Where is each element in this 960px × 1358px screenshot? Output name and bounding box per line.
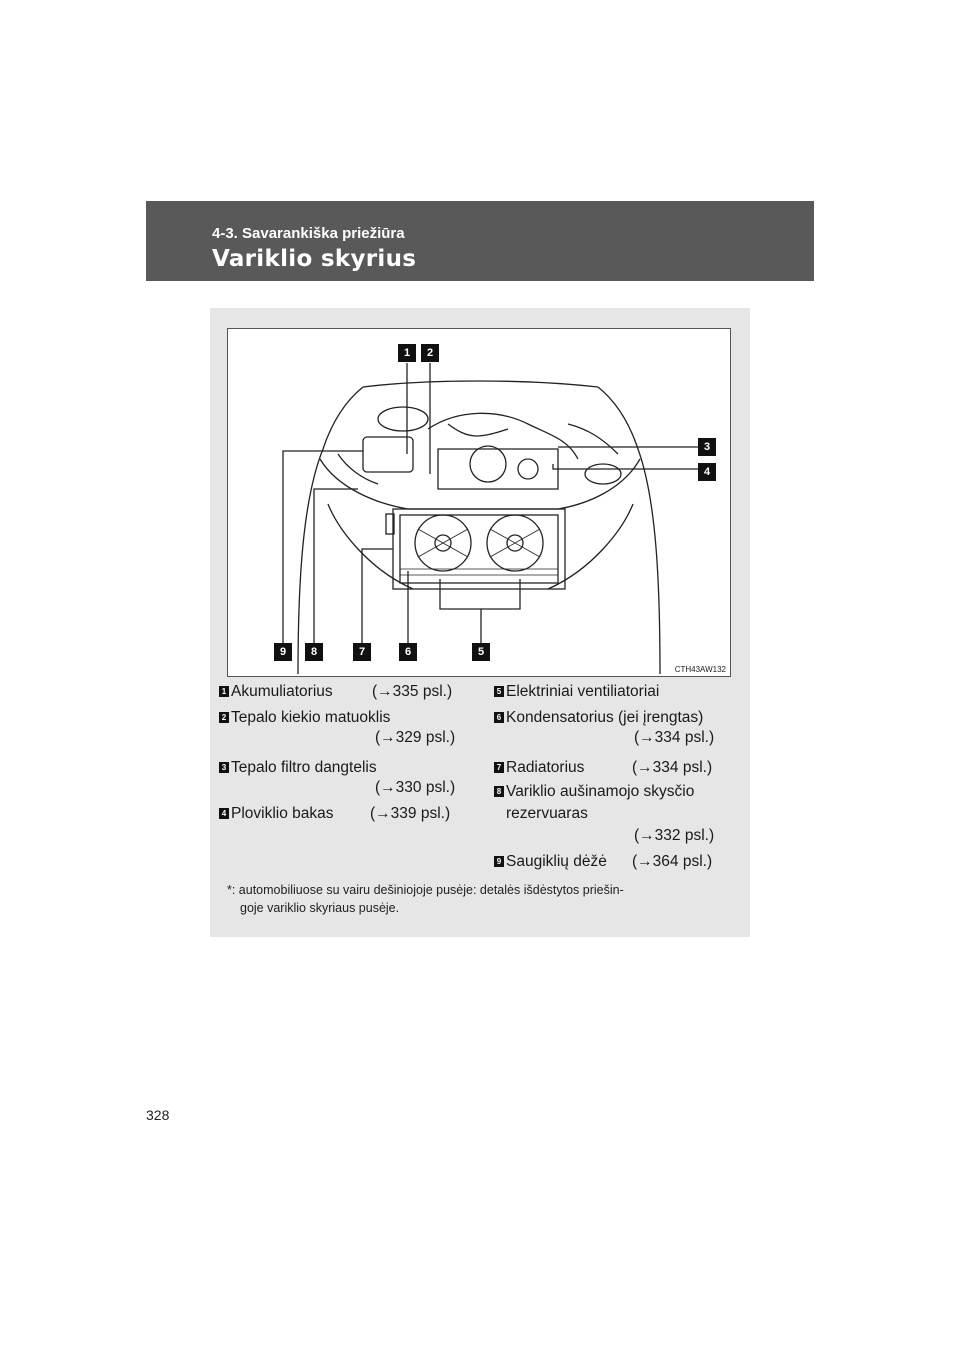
item-number-badge: 8 [494,786,504,797]
item-label-continued: rezervuaras [506,805,588,822]
item-page-ref: (→334 psl.) [632,759,713,776]
item-page-ref: (→332 psl.) [634,827,715,844]
list-item [496,757,585,778]
section-header [146,201,814,281]
engine-drawing [228,329,730,676]
item-number-badge: 4 [219,808,229,819]
list-item [496,681,660,702]
list-item [221,681,333,702]
item-page-ref: (→330 psl.) [375,779,456,796]
callout-1: 1 [398,344,416,362]
item-label: Variklio aušinamojo skysčio [506,783,695,800]
item-number-badge: 7 [494,762,504,773]
list-item [496,851,607,872]
item-number-badge: 5 [494,686,504,697]
item-label: Ploviklio bakas [231,805,334,822]
footnote-line: goje variklio skyriaus pusėje. [240,901,400,915]
callout-5: 5 [472,643,490,661]
item-page-ref: (→339 psl.) [370,805,451,822]
footnote-line: *: automobiliuose su vairu dešiniojoje pusėje: detalės išdėstytos priešin- [227,883,624,897]
content-panel [210,308,750,937]
callout-2: 2 [421,344,439,362]
callout-8: 8 [305,643,323,661]
list-item [221,803,334,824]
list-item [496,781,695,802]
callout-7: 7 [353,643,371,661]
item-label: Kondensatorius (jei įrengtas) [506,709,704,726]
callout-4: 4 [698,463,716,481]
item-page-ref: (→364 psl.) [632,853,713,870]
item-label: Tepalo kiekio matuoklis [231,709,391,726]
item-page-ref: (→334 psl.) [634,729,715,746]
callout-6: 6 [399,643,417,661]
callout-3: 3 [698,438,716,456]
section-label: 4-3. Savarankiška priežiūra [212,225,405,242]
list-item [221,707,391,728]
item-label: Saugiklių dėžė [506,853,607,870]
item-page-ref: (→329 psl.) [375,729,456,746]
item-page-ref: (→335 psl.) [372,683,453,700]
item-number-badge: 6 [494,712,504,723]
item-label: Radiatorius [506,759,585,776]
callout-9: 9 [274,643,292,661]
item-number-badge: 3 [219,762,229,773]
item-label: Elektriniai ventiliatoriai [506,683,660,700]
list-item [496,707,704,728]
page-number: 328 [146,1107,170,1123]
footnote [227,881,731,917]
item-number-badge: 2 [219,712,229,723]
item-number-badge: 9 [494,856,504,867]
figure-code: CTH43AW132 [674,665,726,674]
list-item [221,757,377,778]
item-label: Akumuliatorius [231,683,333,700]
item-number-badge: 1 [219,686,229,697]
item-label: Tepalo filtro dangtelis [231,759,377,776]
engine-compartment-illustration [227,328,731,677]
page-title: Variklio skyrius [212,246,417,272]
